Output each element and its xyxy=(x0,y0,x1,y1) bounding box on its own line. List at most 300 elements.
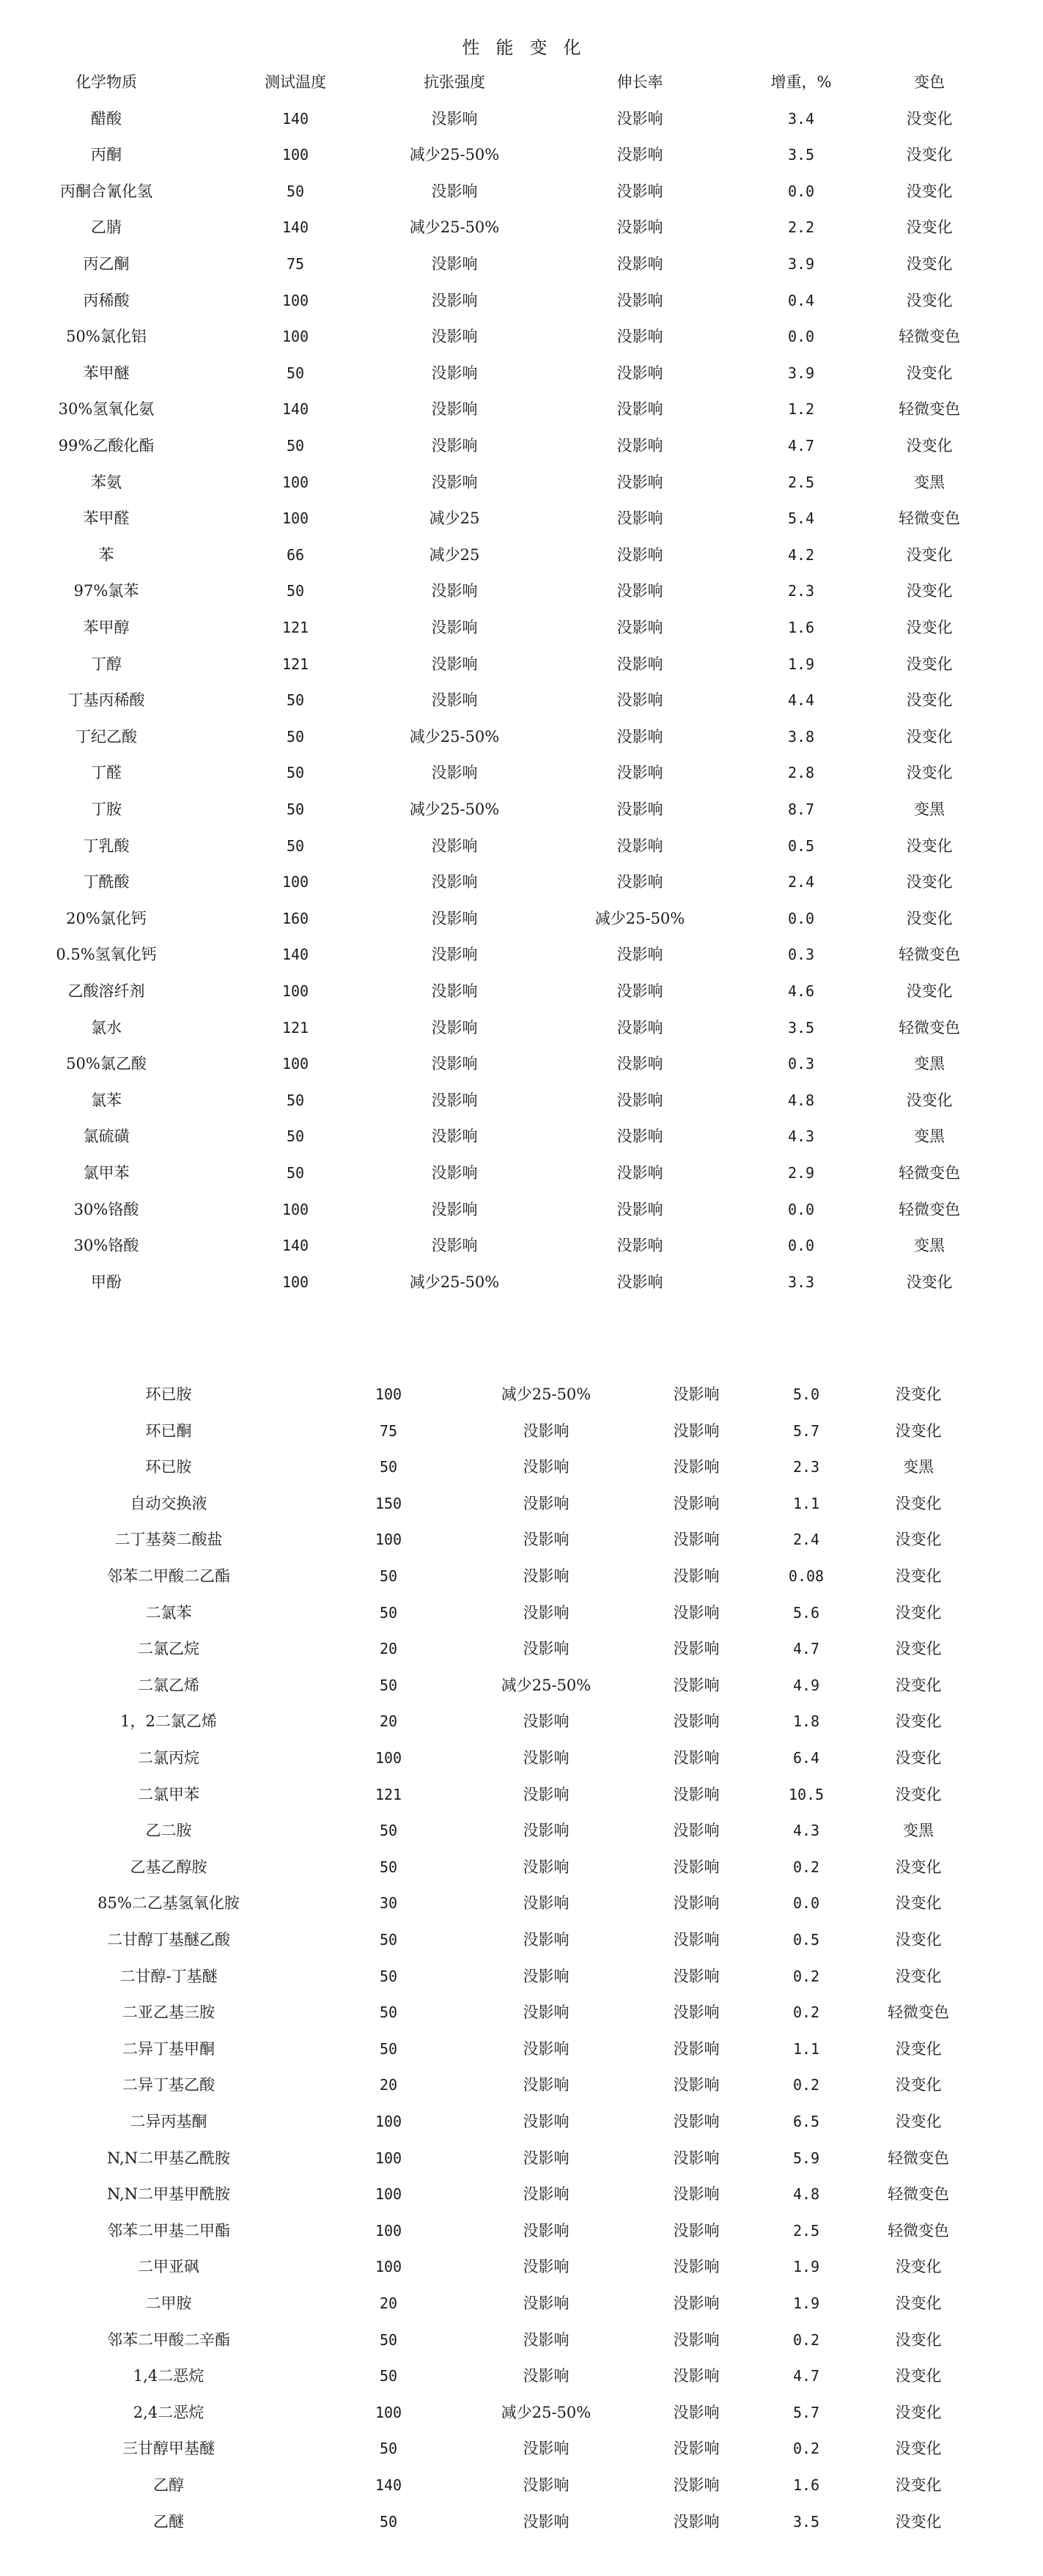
cell-tensile-strength: 没影响 xyxy=(431,1127,478,1146)
table-row xyxy=(0,246,1043,283)
cell-color-change: 轻微变色 xyxy=(888,2149,949,2167)
cell-chemical-name: 二异丁基乙酸 xyxy=(122,2076,215,2094)
cell-test-temperature: 20 xyxy=(379,2295,398,2312)
table-row xyxy=(0,1155,1043,1192)
cell-color-change: 没变化 xyxy=(895,2367,942,2385)
cell-color-change: 没变化 xyxy=(906,254,953,273)
cell-test-temperature: 50 xyxy=(379,1458,398,1476)
cell-tensile-strength: 没影响 xyxy=(523,1567,570,1585)
cell-weight-gain: 4.2 xyxy=(787,545,815,564)
cell-tensile-strength: 减少25-50% xyxy=(501,2403,591,2421)
table-row xyxy=(0,283,1043,320)
cell-chemical-name: 二丁基葵二酸盐 xyxy=(114,1531,223,1549)
cell-test-temperature: 50 xyxy=(286,1091,305,1109)
cell-chemical-name: 丁胺 xyxy=(91,800,122,818)
table-row xyxy=(0,356,1043,392)
cell-color-change: 没变化 xyxy=(895,1603,942,1622)
cell-elongation: 没影响 xyxy=(673,1567,720,1585)
cell-tensile-strength: 没影响 xyxy=(431,182,478,200)
cell-color-change: 没变化 xyxy=(895,1712,942,1731)
cell-weight-gain: 0.5 xyxy=(792,1931,820,1948)
cell-weight-gain: 3.5 xyxy=(787,1018,815,1037)
cell-color-change: 没变化 xyxy=(895,2330,942,2349)
cell-color-change: 没变化 xyxy=(895,1749,942,1767)
table-row xyxy=(0,101,1043,138)
cell-chemical-name: 85%二乙基氢氧化胺 xyxy=(97,1894,240,1913)
cell-elongation: 没影响 xyxy=(616,1127,663,1146)
table-row xyxy=(0,210,1043,246)
cell-chemical-name: 97%氯苯 xyxy=(73,582,139,600)
cell-tensile-strength: 没影响 xyxy=(523,2149,570,2167)
cell-tensile-strength: 没影响 xyxy=(523,1749,570,1767)
table-row xyxy=(0,2249,1043,2286)
cell-color-change: 没变化 xyxy=(906,618,953,636)
table-row xyxy=(0,2468,1043,2504)
cell-tensile-strength: 没影响 xyxy=(523,2330,570,2349)
cell-color-change: 轻微变色 xyxy=(899,1018,960,1037)
cell-chemical-name: 环已胺 xyxy=(145,1458,192,1476)
cell-tensile-strength: 没影响 xyxy=(431,1163,478,1182)
cell-color-change: 轻微变色 xyxy=(899,509,960,528)
cell-chemical-name: 二氯丙烷 xyxy=(138,1749,199,1767)
cell-test-temperature: 50 xyxy=(379,1567,398,1585)
cell-test-temperature: 50 xyxy=(286,836,305,855)
cell-tensile-strength: 没影响 xyxy=(523,2512,570,2531)
cell-color-change: 没变化 xyxy=(895,1858,942,1876)
header-test-temperature: 测试温度 xyxy=(265,73,326,91)
cell-elongation: 没影响 xyxy=(673,1822,720,1840)
cell-elongation: 没影响 xyxy=(673,1967,720,1985)
cell-weight-gain: 4.3 xyxy=(792,1822,820,1840)
cell-weight-gain: 2.5 xyxy=(787,473,815,491)
cell-elongation: 没影响 xyxy=(673,1385,720,1403)
cell-tensile-strength: 没影响 xyxy=(431,1018,478,1037)
cell-tensile-strength: 没影响 xyxy=(431,364,478,382)
cell-color-change: 没变化 xyxy=(906,836,953,855)
cell-test-temperature: 50 xyxy=(379,1931,398,1948)
cell-elongation: 没影响 xyxy=(616,328,663,346)
cell-chemical-name: 二甲胺 xyxy=(145,2295,192,2312)
cell-tensile-strength: 减少25 xyxy=(429,509,480,528)
cell-weight-gain: 1.9 xyxy=(787,655,815,673)
cell-color-change: 变黑 xyxy=(914,1127,945,1146)
table-row xyxy=(0,1922,1043,1959)
cell-elongation: 没影响 xyxy=(616,109,663,128)
cell-chemical-name: 环已胺 xyxy=(145,1385,192,1403)
cell-tensile-strength: 没影响 xyxy=(431,655,478,673)
cell-test-temperature: 100 xyxy=(375,2403,402,2421)
cell-chemical-name: 30%铬酸 xyxy=(73,1237,139,1255)
cell-weight-gain: 2.3 xyxy=(787,582,815,600)
cell-weight-gain: 3.3 xyxy=(787,1273,815,1291)
cell-test-temperature: 50 xyxy=(286,1163,305,1182)
cell-weight-gain: 4.7 xyxy=(792,2367,820,2385)
cell-test-temperature: 100 xyxy=(281,291,309,309)
cell-weight-gain: 0.0 xyxy=(787,909,815,927)
cell-tensile-strength: 没影响 xyxy=(431,109,478,128)
cell-elongation: 没影响 xyxy=(616,509,663,528)
cell-tensile-strength: 没影响 xyxy=(523,2221,570,2240)
cell-elongation: 没影响 xyxy=(616,218,663,237)
cell-test-temperature: 140 xyxy=(281,218,309,237)
cell-chemical-name: 30%氢氧化氨 xyxy=(58,400,155,419)
cell-elongation: 没影响 xyxy=(616,1237,663,1255)
cell-color-change: 没变化 xyxy=(895,2476,942,2494)
cell-chemical-name: 丁纪乙酸 xyxy=(75,727,137,746)
table-row xyxy=(0,719,1043,756)
cell-elongation: 没影响 xyxy=(616,146,663,164)
cell-elongation: 没影响 xyxy=(673,2330,720,2349)
cell-tensile-strength: 没影响 xyxy=(431,400,478,419)
cell-chemical-name: 邻苯二甲酸二辛酯 xyxy=(107,2330,230,2349)
table-title: 性能变化 xyxy=(462,37,597,58)
cell-tensile-strength: 没影响 xyxy=(523,2113,570,2130)
cell-chemical-name: 30%铬酸 xyxy=(73,1200,139,1218)
cell-test-temperature: 100 xyxy=(375,1385,402,1403)
cell-weight-gain: 0.0 xyxy=(787,328,815,346)
table-row xyxy=(0,2322,1043,2359)
table-row xyxy=(0,1559,1043,1595)
cell-elongation: 没影响 xyxy=(616,1018,663,1037)
cell-elongation: 没影响 xyxy=(616,1055,663,1073)
cell-elongation: 没影响 xyxy=(616,764,663,782)
cell-elongation: 没影响 xyxy=(616,254,663,273)
cell-weight-gain: 5.0 xyxy=(792,1385,820,1403)
cell-tensile-strength: 没影响 xyxy=(523,1822,570,1840)
cell-weight-gain: 0.2 xyxy=(792,2330,820,2349)
cell-chemical-name: 丙乙酮 xyxy=(83,254,130,273)
cell-weight-gain: 1.8 xyxy=(792,1712,820,1731)
header-tensile-strength: 抗张强度 xyxy=(424,73,485,91)
cell-tensile-strength: 没影响 xyxy=(523,2258,570,2276)
table-row xyxy=(0,428,1043,465)
cell-tensile-strength: 减少25-50% xyxy=(501,1676,591,1694)
cell-weight-gain: 0.5 xyxy=(787,836,815,855)
cell-weight-gain: 0.4 xyxy=(787,291,815,309)
cell-test-temperature: 160 xyxy=(281,909,309,927)
cell-test-temperature: 100 xyxy=(375,1749,402,1767)
cell-weight-gain: 5.6 xyxy=(792,1603,820,1622)
cell-elongation: 没影响 xyxy=(673,1676,720,1694)
cell-test-temperature: 140 xyxy=(281,400,309,419)
cell-tensile-strength: 没影响 xyxy=(523,1967,570,1985)
cell-tensile-strength: 没影响 xyxy=(431,291,478,309)
cell-test-temperature: 100 xyxy=(375,2113,402,2130)
cell-chemical-name: 二氯乙烯 xyxy=(138,1676,199,1694)
cell-elongation: 没影响 xyxy=(673,2039,720,2058)
cell-elongation: 没影响 xyxy=(673,1640,720,1658)
cell-test-temperature: 50 xyxy=(379,2003,398,2022)
cell-tensile-strength: 没影响 xyxy=(431,328,478,346)
cell-chemical-name: 二异丙基酮 xyxy=(130,2113,207,2130)
table-row xyxy=(0,682,1043,719)
cell-color-change: 没变化 xyxy=(895,2403,942,2421)
cell-weight-gain: 2.2 xyxy=(787,218,815,237)
cell-chemical-name: 氯苯 xyxy=(91,1091,122,1109)
cell-elongation: 没影响 xyxy=(673,1894,720,1913)
cell-weight-gain: 5.7 xyxy=(792,1421,820,1440)
cell-test-temperature: 30 xyxy=(379,1894,398,1913)
cell-weight-gain: 8.7 xyxy=(787,800,815,818)
header-color-change: 变色 xyxy=(914,73,945,91)
cell-test-temperature: 100 xyxy=(281,1273,309,1291)
cell-weight-gain: 2.4 xyxy=(792,1531,820,1549)
table-row xyxy=(0,2104,1043,2141)
cell-chemical-name: 丙酮合氰化氢 xyxy=(60,182,152,200)
cell-elongation: 没影响 xyxy=(673,2113,720,2130)
cell-test-temperature: 50 xyxy=(379,1676,398,1694)
cell-elongation: 没影响 xyxy=(616,1091,663,1109)
table-row xyxy=(0,755,1043,792)
header-row xyxy=(0,65,1043,101)
cell-chemical-name: 乙基乙醇胺 xyxy=(130,1858,207,1876)
cell-elongation: 没影响 xyxy=(616,473,663,491)
cell-weight-gain: 6.4 xyxy=(792,1749,820,1767)
cell-elongation: 没影响 xyxy=(616,873,663,891)
cell-tensile-strength: 没影响 xyxy=(431,982,478,1000)
cell-test-temperature: 50 xyxy=(286,182,305,200)
table-row xyxy=(0,1192,1043,1229)
cell-color-change: 没变化 xyxy=(906,1091,953,1109)
cell-tensile-strength: 没影响 xyxy=(523,1531,570,1549)
table-row xyxy=(0,2395,1043,2432)
cell-test-temperature: 50 xyxy=(379,1858,398,1876)
cell-tensile-strength: 没影响 xyxy=(523,1785,570,1803)
table-row xyxy=(0,1083,1043,1119)
cell-weight-gain: 10.5 xyxy=(788,1785,825,1803)
cell-tensile-strength: 没影响 xyxy=(431,1200,478,1218)
table-row xyxy=(0,1740,1043,1777)
cell-color-change: 没变化 xyxy=(906,436,953,455)
table-row xyxy=(0,2031,1043,2068)
cell-chemical-name: 二氯甲苯 xyxy=(138,1785,199,1803)
cell-tensile-strength: 没影响 xyxy=(523,1421,570,1440)
table-row xyxy=(0,319,1043,356)
cell-test-temperature: 75 xyxy=(286,254,305,273)
cell-color-change: 没变化 xyxy=(895,2258,942,2276)
cell-tensile-strength: 没影响 xyxy=(523,2476,570,2494)
cell-color-change: 没变化 xyxy=(906,655,953,673)
cell-color-change: 没变化 xyxy=(895,1894,942,1913)
cell-tensile-strength: 没影响 xyxy=(431,1055,478,1073)
cell-weight-gain: 4.9 xyxy=(792,1676,820,1694)
table-row xyxy=(0,1668,1043,1704)
cell-chemical-name: 1，2二氯乙烯 xyxy=(120,1712,217,1731)
cell-chemical-name: 二甘醇-丁基醚 xyxy=(119,1967,218,1985)
cell-color-change: 没变化 xyxy=(895,2295,942,2312)
table-row xyxy=(0,1995,1043,2031)
cell-elongation: 没影响 xyxy=(673,1785,720,1803)
cell-test-temperature: 50 xyxy=(286,764,305,782)
cell-tensile-strength: 没影响 xyxy=(523,1458,570,1476)
cell-color-change: 没变化 xyxy=(895,1385,942,1403)
table-row xyxy=(0,391,1043,428)
cell-weight-gain: 0.2 xyxy=(792,2003,820,2022)
cell-tensile-strength: 没影响 xyxy=(431,764,478,782)
cell-elongation: 没影响 xyxy=(616,727,663,746)
cell-test-temperature: 140 xyxy=(281,946,309,964)
cell-elongation: 没影响 xyxy=(616,182,663,200)
cell-chemical-name: 二异丁基甲酮 xyxy=(122,2039,215,2058)
cell-test-temperature: 50 xyxy=(379,1822,398,1840)
cell-weight-gain: 4.8 xyxy=(792,2185,820,2204)
cell-weight-gain: 3.8 xyxy=(787,727,815,746)
cell-elongation: 没影响 xyxy=(673,1931,720,1948)
cell-chemical-name: 二亚乙基三胺 xyxy=(122,2003,215,2022)
table-row xyxy=(0,2213,1043,2250)
cell-chemical-name: 1,4二恶烷 xyxy=(133,2367,204,2385)
cell-test-temperature: 75 xyxy=(379,1421,398,1440)
cell-color-change: 没变化 xyxy=(906,218,953,237)
cell-color-change: 没变化 xyxy=(906,982,953,1000)
cell-elongation: 没影响 xyxy=(616,1163,663,1182)
table-row xyxy=(0,2176,1043,2213)
cell-weight-gain: 3.5 xyxy=(787,146,815,164)
cell-color-change: 变黑 xyxy=(914,1237,945,1255)
cell-color-change: 变黑 xyxy=(914,1055,945,1073)
cell-tensile-strength: 没影响 xyxy=(523,2367,570,2385)
cell-tensile-strength: 没影响 xyxy=(523,1494,570,1512)
cell-elongation: 没影响 xyxy=(616,291,663,309)
cell-tensile-strength: 没影响 xyxy=(523,1712,570,1731)
cell-weight-gain: 5.9 xyxy=(792,2149,820,2167)
cell-chemical-name: 环已酮 xyxy=(145,1421,192,1440)
table-row xyxy=(0,2358,1043,2395)
cell-weight-gain: 2.8 xyxy=(787,764,815,782)
cell-elongation: 没影响 xyxy=(673,2367,720,2385)
table-row xyxy=(0,1449,1043,1486)
cell-test-temperature: 100 xyxy=(375,2185,402,2204)
cell-chemical-name: 乙二胺 xyxy=(145,1822,192,1840)
cell-test-temperature: 50 xyxy=(379,2512,398,2531)
cell-tensile-strength: 没影响 xyxy=(523,2295,570,2312)
table-row xyxy=(0,1119,1043,1155)
cell-elongation: 没影响 xyxy=(616,655,663,673)
cell-elongation: 没影响 xyxy=(616,364,663,382)
cell-elongation: 没影响 xyxy=(616,618,663,636)
cell-weight-gain: 4.7 xyxy=(792,1640,820,1658)
cell-tensile-strength: 没影响 xyxy=(431,618,478,636)
cell-elongation: 没影响 xyxy=(673,1603,720,1622)
cell-weight-gain: 2.9 xyxy=(787,1163,815,1182)
cell-tensile-strength: 没影响 xyxy=(431,873,478,891)
cell-test-temperature: 100 xyxy=(375,2258,402,2276)
table-row xyxy=(0,1228,1043,1265)
table-row xyxy=(0,1704,1043,1740)
cell-color-change: 没变化 xyxy=(895,2113,942,2130)
cell-chemical-name: 苯 xyxy=(98,545,114,564)
cell-chemical-name: 乙醚 xyxy=(153,2512,184,2531)
cell-chemical-name: 氯硫磺 xyxy=(83,1127,130,1146)
cell-color-change: 没变化 xyxy=(906,691,953,710)
cell-chemical-name: 三甘醇甲基醚 xyxy=(122,2440,215,2458)
cell-test-temperature: 66 xyxy=(286,545,305,564)
cell-weight-gain: 0.0 xyxy=(787,182,815,200)
cell-test-temperature: 100 xyxy=(375,2221,402,2240)
cell-test-temperature: 50 xyxy=(286,1127,305,1146)
cell-tensile-strength: 减少25-50% xyxy=(409,727,500,746)
cell-chemical-name: 0.5%氢氧化钙 xyxy=(56,946,157,964)
cell-elongation: 没影响 xyxy=(673,2076,720,2094)
table-row xyxy=(0,1486,1043,1523)
cell-chemical-name: 醋酸 xyxy=(91,109,122,128)
cell-elongation: 没影响 xyxy=(616,1273,663,1291)
cell-color-change: 没变化 xyxy=(906,764,953,782)
cell-chemical-name: 氯甲苯 xyxy=(83,1163,130,1182)
cell-chemical-name: 丁基丙稀酸 xyxy=(67,691,145,710)
cell-chemical-name: 50%氯乙酸 xyxy=(66,1055,147,1073)
cell-test-temperature: 100 xyxy=(281,982,309,1000)
cell-weight-gain: 1.1 xyxy=(792,2039,820,2058)
cell-test-temperature: 50 xyxy=(286,727,305,746)
table-row xyxy=(0,610,1043,647)
table-row xyxy=(0,1413,1043,1450)
cell-test-temperature: 50 xyxy=(286,364,305,382)
cell-weight-gain: 0.0 xyxy=(792,1894,820,1913)
cell-test-temperature: 140 xyxy=(281,1237,309,1255)
cell-color-change: 没变化 xyxy=(906,727,953,746)
cell-color-change: 没变化 xyxy=(895,2076,942,2094)
cell-color-change: 没变化 xyxy=(895,1421,942,1440)
cell-test-temperature: 121 xyxy=(375,1785,402,1803)
cell-elongation: 没影响 xyxy=(616,1200,663,1218)
cell-test-temperature: 100 xyxy=(281,1055,309,1073)
table-row xyxy=(0,792,1043,828)
cell-tensile-strength: 减少25-50% xyxy=(409,800,500,818)
cell-chemical-name: 苯甲醇 xyxy=(83,618,130,636)
cell-chemical-name: 二氯乙烷 xyxy=(138,1640,199,1658)
cell-weight-gain: 0.0 xyxy=(787,1237,815,1255)
cell-tensile-strength: 没影响 xyxy=(431,254,478,273)
cell-tensile-strength: 减少25 xyxy=(429,545,480,564)
cell-elongation: 没影响 xyxy=(673,2512,720,2531)
cell-elongation: 没影响 xyxy=(616,545,663,564)
cell-color-change: 没变化 xyxy=(895,1567,942,1585)
cell-test-temperature: 100 xyxy=(281,509,309,528)
cell-color-change: 变黑 xyxy=(903,1822,934,1840)
cell-elongation: 没影响 xyxy=(616,436,663,455)
cell-weight-gain: 1.6 xyxy=(787,618,815,636)
cell-tensile-strength: 没影响 xyxy=(523,2440,570,2458)
cell-weight-gain: 4.6 xyxy=(787,982,815,1000)
table-row xyxy=(0,937,1043,974)
cell-tensile-strength: 没影响 xyxy=(523,2185,570,2204)
cell-tensile-strength: 没影响 xyxy=(523,2076,570,2094)
table-row xyxy=(0,647,1043,683)
cell-test-temperature: 121 xyxy=(281,618,309,636)
cell-color-change: 轻微变色 xyxy=(899,946,960,964)
cell-weight-gain: 1.1 xyxy=(792,1494,820,1512)
cell-weight-gain: 0.2 xyxy=(792,2076,820,2094)
cell-weight-gain: 3.4 xyxy=(787,109,815,128)
cell-weight-gain: 2.4 xyxy=(787,873,815,891)
cell-color-change: 没变化 xyxy=(895,1531,942,1549)
cell-elongation: 没影响 xyxy=(673,1531,720,1549)
cell-chemical-name: 50%氯化铝 xyxy=(66,328,147,346)
cell-color-change: 没变化 xyxy=(906,146,953,164)
cell-weight-gain: 6.5 xyxy=(792,2113,820,2130)
cell-weight-gain: 3.9 xyxy=(787,254,815,273)
table-row xyxy=(0,864,1043,901)
cell-tensile-strength: 没影响 xyxy=(523,1640,570,1658)
cell-color-change: 变黑 xyxy=(914,473,945,491)
cell-color-change: 轻微变色 xyxy=(888,2221,949,2240)
cell-color-change: 没变化 xyxy=(906,582,953,600)
table-row xyxy=(0,1885,1043,1922)
cell-test-temperature: 100 xyxy=(281,473,309,491)
table-row xyxy=(0,1777,1043,1814)
cell-weight-gain: 1.6 xyxy=(792,2476,820,2494)
